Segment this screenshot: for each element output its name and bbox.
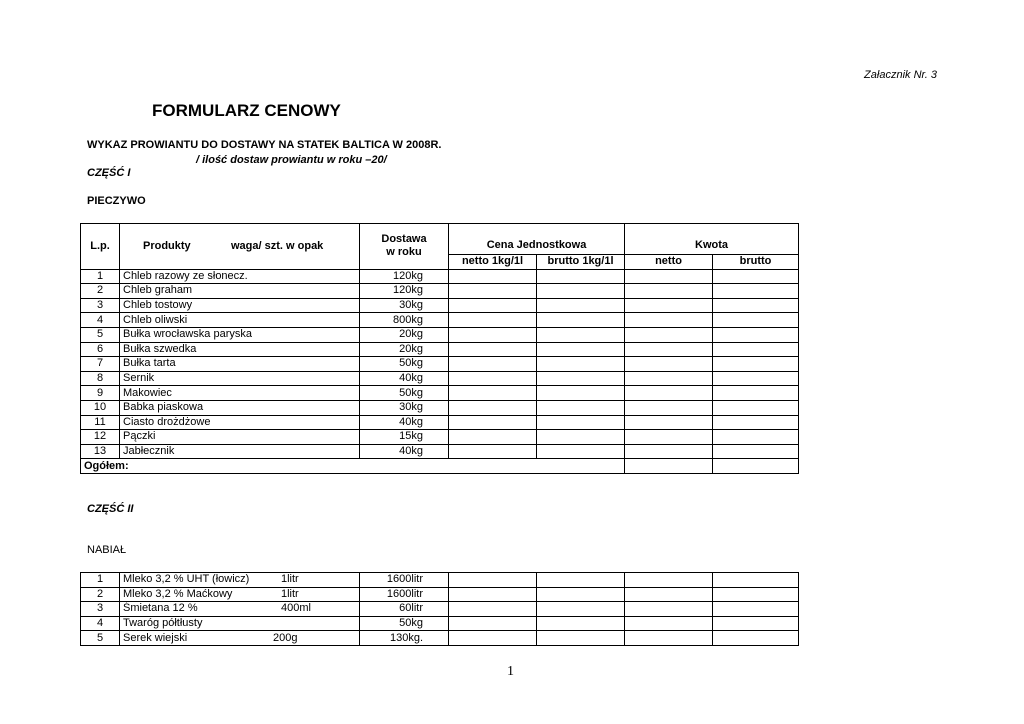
column-header-gross: brutto <box>713 255 799 270</box>
row-number: 4 <box>81 616 120 631</box>
net-amount-cell[interactable] <box>625 371 713 386</box>
product-name: Mleko 3,2 % UHT (łowicz) <box>123 573 250 586</box>
net-unit-price-cell[interactable] <box>449 284 537 299</box>
table-row <box>81 269 799 284</box>
total-gross-cell[interactable] <box>713 459 799 474</box>
delivery-quantity: 1600litr <box>360 573 449 588</box>
delivery-header-line2: w roku <box>386 246 422 259</box>
gross-unit-price-cell[interactable] <box>537 631 625 646</box>
product-cell <box>120 602 360 617</box>
row-number: 3 <box>81 602 120 617</box>
column-header-products <box>120 224 360 270</box>
delivery-quantity: 30kg <box>360 298 449 313</box>
net-amount-cell[interactable] <box>625 342 713 357</box>
gross-unit-price-cell[interactable] <box>537 357 625 372</box>
product-name: Babka piaskowa <box>120 400 360 415</box>
gross-unit-price-cell[interactable] <box>537 587 625 602</box>
gross-unit-price-cell[interactable] <box>537 284 625 299</box>
row-number: 3 <box>81 298 120 313</box>
gross-unit-price-cell[interactable] <box>537 573 625 588</box>
column-header-net: netto <box>625 255 713 270</box>
delivery-quantity: 20kg <box>360 342 449 357</box>
table-row <box>81 400 799 415</box>
table-row <box>81 573 799 588</box>
product-name: Śmietana 12 % <box>123 602 198 615</box>
net-amount-cell[interactable] <box>625 573 713 588</box>
total-net-cell[interactable] <box>625 459 713 474</box>
net-unit-price-cell[interactable] <box>449 602 537 617</box>
gross-amount-cell[interactable] <box>713 298 799 313</box>
gross-amount-cell[interactable] <box>713 284 799 299</box>
row-number: 5 <box>81 327 120 342</box>
row-number: 7 <box>81 357 120 372</box>
gross-unit-price-cell[interactable] <box>537 298 625 313</box>
delivery-header-line1: Dostawa <box>381 233 427 246</box>
product-name: Pączki <box>120 430 360 445</box>
delivery-quantity: 50kg <box>360 386 449 401</box>
product-name: Bułka szwedka <box>120 342 360 357</box>
products-header-label: Produkty <box>143 239 191 252</box>
product-cell <box>120 616 360 631</box>
net-amount-cell[interactable] <box>625 284 713 299</box>
table-row <box>81 342 799 357</box>
net-amount-cell[interactable] <box>625 357 713 372</box>
product-name: Ciasto drożdżowe <box>120 415 360 430</box>
product-name: Chleb tostowy <box>120 298 360 313</box>
gross-amount-cell[interactable] <box>713 371 799 386</box>
net-unit-price-cell[interactable] <box>449 444 537 459</box>
table-row <box>81 298 799 313</box>
net-unit-price-cell[interactable] <box>449 313 537 328</box>
table-row <box>81 587 799 602</box>
gross-amount-cell[interactable] <box>713 327 799 342</box>
gross-unit-price-cell[interactable] <box>537 616 625 631</box>
net-unit-price-cell[interactable] <box>449 573 537 588</box>
gross-unit-price-cell[interactable] <box>537 444 625 459</box>
gross-amount-cell[interactable] <box>713 400 799 415</box>
delivery-quantity: 1600litr <box>360 587 449 602</box>
net-amount-cell[interactable] <box>625 616 713 631</box>
delivery-quantity: 50kg <box>360 357 449 372</box>
dairy-price-table <box>80 572 799 646</box>
table-row <box>81 631 799 646</box>
part2-category: NABIAŁ <box>87 544 127 556</box>
delivery-quantity: 40kg <box>360 371 449 386</box>
net-unit-price-cell[interactable] <box>449 327 537 342</box>
net-unit-price-cell[interactable] <box>449 415 537 430</box>
row-number: 1 <box>81 573 120 588</box>
product-name: Makowiec <box>120 386 360 401</box>
gross-amount-cell[interactable] <box>713 357 799 372</box>
table-row <box>81 616 799 631</box>
row-number: 8 <box>81 371 120 386</box>
gross-unit-price-cell[interactable] <box>537 269 625 284</box>
column-header-delivery <box>360 224 449 270</box>
row-number: 2 <box>81 587 120 602</box>
gross-unit-price-cell[interactable] <box>537 342 625 357</box>
part2-label: CZĘŚĆ II <box>87 503 134 515</box>
net-unit-price-cell[interactable] <box>449 400 537 415</box>
product-name: Twaróg półtłusty <box>123 617 203 630</box>
row-number: 12 <box>81 430 120 445</box>
delivery-quantity: 130kg. <box>360 631 449 646</box>
gross-unit-price-cell[interactable] <box>537 371 625 386</box>
gross-amount-cell[interactable] <box>713 602 799 617</box>
net-unit-price-cell[interactable] <box>449 430 537 445</box>
column-header-net-unit: netto 1kg/1l <box>449 255 537 270</box>
gross-amount-cell[interactable] <box>713 616 799 631</box>
row-number: 2 <box>81 284 120 299</box>
delivery-quantity: 40kg <box>360 415 449 430</box>
package-size: 400ml <box>281 602 311 615</box>
gross-unit-price-cell[interactable] <box>537 313 625 328</box>
table-row <box>81 313 799 328</box>
delivery-quantity: 800kg <box>360 313 449 328</box>
table-row <box>81 415 799 430</box>
net-amount-cell[interactable] <box>625 269 713 284</box>
package-size: 1litr <box>281 587 299 600</box>
delivery-quantity: 20kg <box>360 327 449 342</box>
gross-unit-price-cell[interactable] <box>537 386 625 401</box>
net-unit-price-cell[interactable] <box>449 587 537 602</box>
package-size: 1litr <box>281 573 299 586</box>
table-row <box>81 444 799 459</box>
net-amount-cell[interactable] <box>625 298 713 313</box>
net-unit-price-cell[interactable] <box>449 386 537 401</box>
net-unit-price-cell[interactable] <box>449 269 537 284</box>
product-name: Serek wiejski <box>123 631 188 644</box>
net-amount-cell[interactable] <box>625 313 713 328</box>
gross-amount-cell[interactable] <box>713 573 799 588</box>
gross-unit-price-cell[interactable] <box>537 415 625 430</box>
package-size: 200g <box>273 631 298 644</box>
gross-amount-cell[interactable] <box>713 386 799 401</box>
gross-unit-price-cell[interactable] <box>537 602 625 617</box>
row-number: 6 <box>81 342 120 357</box>
row-number: 9 <box>81 386 120 401</box>
annex-label: Załacznik Nr. 3 <box>864 69 937 81</box>
gross-amount-cell[interactable] <box>713 269 799 284</box>
net-unit-price-cell[interactable] <box>449 342 537 357</box>
net-unit-price-cell[interactable] <box>449 631 537 646</box>
delivery-quantity: 15kg <box>360 430 449 445</box>
delivery-quantity: 30kg <box>360 400 449 415</box>
page-number: 1 <box>507 664 514 679</box>
delivery-quantity: 60litr <box>360 602 449 617</box>
bakery-price-table <box>80 223 799 474</box>
delivery-quantity: 120kg <box>360 269 449 284</box>
product-cell <box>120 573 360 588</box>
gross-amount-cell[interactable] <box>713 415 799 430</box>
gross-amount-cell[interactable] <box>713 313 799 328</box>
row-number: 1 <box>81 269 120 284</box>
net-amount-cell[interactable] <box>625 327 713 342</box>
row-number: 11 <box>81 415 120 430</box>
weight-header-label: waga/ szt. w opak <box>231 239 324 252</box>
part1-label: CZĘŚĆ I <box>87 167 131 179</box>
table-row <box>81 602 799 617</box>
table-row <box>81 327 799 342</box>
product-name: Chleb oliwski <box>120 313 360 328</box>
net-amount-cell[interactable] <box>625 415 713 430</box>
table-row <box>81 371 799 386</box>
total-row <box>81 459 799 474</box>
product-name: Chleb graham <box>120 284 360 299</box>
gross-unit-price-cell[interactable] <box>537 430 625 445</box>
table-row <box>81 284 799 299</box>
row-number: 5 <box>81 631 120 646</box>
product-cell <box>120 631 360 646</box>
gross-amount-cell[interactable] <box>713 444 799 459</box>
net-amount-cell[interactable] <box>625 430 713 445</box>
product-name: Sernik <box>120 371 360 386</box>
column-header-amount: Kwota <box>625 224 799 255</box>
gross-amount-cell[interactable] <box>713 587 799 602</box>
table-row <box>81 357 799 372</box>
gross-unit-price-cell[interactable] <box>537 327 625 342</box>
table-row <box>81 386 799 401</box>
gross-amount-cell[interactable] <box>713 631 799 646</box>
net-amount-cell[interactable] <box>625 602 713 617</box>
net-amount-cell[interactable] <box>625 587 713 602</box>
product-name: Chleb razowy ze słonecz. <box>120 269 360 284</box>
total-label: Ogółem: <box>81 459 625 474</box>
product-name: Jabłecznik <box>120 444 360 459</box>
delivery-quantity: 50kg <box>360 616 449 631</box>
net-amount-cell[interactable] <box>625 386 713 401</box>
document-subheading: / ilość dostaw prowiantu w roku –20/ <box>196 154 387 166</box>
product-name: Bułka tarta <box>120 357 360 372</box>
gross-amount-cell[interactable] <box>713 342 799 357</box>
delivery-quantity: 40kg <box>360 444 449 459</box>
row-number: 10 <box>81 400 120 415</box>
gross-unit-price-cell[interactable] <box>537 400 625 415</box>
net-unit-price-cell[interactable] <box>449 616 537 631</box>
column-header-unit-price: Cena Jednostkowa <box>449 224 625 255</box>
net-amount-cell[interactable] <box>625 444 713 459</box>
row-number: 13 <box>81 444 120 459</box>
net-unit-price-cell[interactable] <box>449 371 537 386</box>
gross-amount-cell[interactable] <box>713 430 799 445</box>
document-heading: WYKAZ PROWIANTU DO DOSTAWY NA STATEK BALTICA W 2008R. <box>87 139 442 151</box>
page-title: FORMULARZ CENOWY <box>152 101 341 120</box>
net-unit-price-cell[interactable] <box>449 298 537 313</box>
product-name: Bułka wrocławska paryska <box>120 327 360 342</box>
delivery-quantity: 120kg <box>360 284 449 299</box>
net-amount-cell[interactable] <box>625 631 713 646</box>
product-name: Mleko 3,2 % Maćkowy <box>123 587 233 600</box>
column-header-gross-unit: brutto 1kg/1l <box>537 255 625 270</box>
product-cell <box>120 587 360 602</box>
row-number: 4 <box>81 313 120 328</box>
column-header-lp: L.p. <box>81 224 120 270</box>
net-amount-cell[interactable] <box>625 400 713 415</box>
net-unit-price-cell[interactable] <box>449 357 537 372</box>
table-row <box>81 430 799 445</box>
part1-category: PIECZYWO <box>87 195 146 207</box>
